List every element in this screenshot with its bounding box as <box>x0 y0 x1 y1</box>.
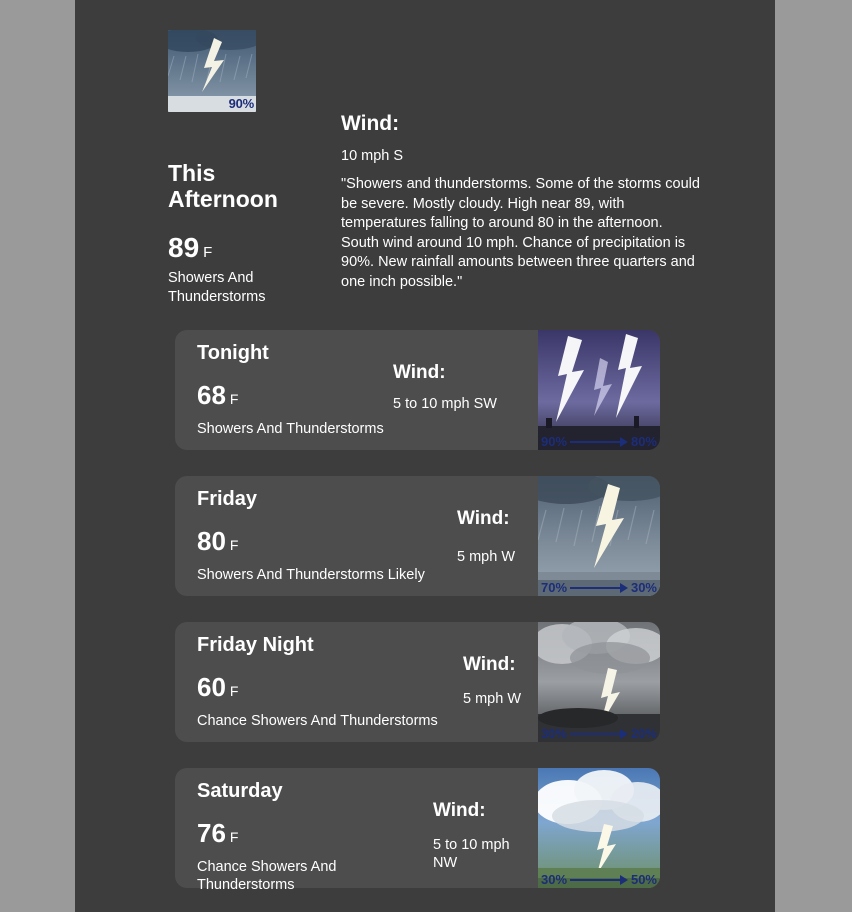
precip-range <box>538 580 660 595</box>
wind-value: 5 to 10 mph NW <box>433 837 510 871</box>
period-name: Tonight <box>197 342 269 364</box>
precip-end: 20% <box>630 726 657 741</box>
precip-range <box>538 872 660 887</box>
current-wind-label: Wind: <box>341 112 400 135</box>
period-temperature <box>197 818 238 849</box>
forecast-card[interactable] <box>175 476 660 596</box>
temperature-unit: F <box>229 537 239 553</box>
temperature-unit: F <box>229 683 239 699</box>
precip-start: 30% <box>541 726 568 741</box>
period-name: Friday <box>197 488 258 510</box>
precip-end: 80% <box>630 434 657 449</box>
forecast-card-list <box>75 330 775 912</box>
short-forecast: Chance Showers And Thunderstorms <box>197 713 438 729</box>
wind-value: 5 mph W <box>457 549 516 565</box>
temperature-unit: F <box>229 391 239 407</box>
current-period-name: This Afternoon <box>168 160 278 212</box>
precip-start: 90% <box>541 434 568 449</box>
precip-start: 30% <box>541 872 568 887</box>
wind-label: Wind: <box>393 362 446 383</box>
wind-label: Wind: <box>463 654 516 675</box>
day-cumulus-lightning-icon <box>538 768 660 888</box>
precip-end: 30% <box>630 580 657 595</box>
temperature-value: 68 <box>197 380 226 410</box>
arrow-right-icon <box>570 875 628 885</box>
arrow-right-icon <box>570 437 628 447</box>
arrow-right-icon <box>570 729 628 739</box>
forecast-card[interactable] <box>175 622 660 742</box>
short-forecast: Showers And Thunderstorms <box>197 421 384 437</box>
precip-range <box>538 726 660 741</box>
period-temperature <box>197 380 238 411</box>
night-lightning-icon <box>538 330 660 450</box>
temperature-value: 76 <box>197 818 226 848</box>
wind-value: 5 to 10 mph SW <box>393 396 497 412</box>
period-temperature <box>197 672 238 703</box>
wind-label: Wind: <box>457 508 510 529</box>
period-name: Friday Night <box>197 634 314 656</box>
weather-app-panel <box>75 0 775 912</box>
current-wind-value: 10 mph S <box>341 148 404 164</box>
temperature-value: 80 <box>197 526 226 556</box>
night-storm-clouds-icon <box>538 622 660 742</box>
temperature-value: 60 <box>197 672 226 702</box>
precip-percent: 90% <box>228 96 254 111</box>
current-detailed-forecast: "Showers and thunderstorms. Some of the storms could be severe. Mostly cloudy. High near 89, with temperatures falling to around 80 in the afternoon. South wind around 10 mph. Chance of precipitation is 90%. New rainfall amounts between three quarters and one inch possible." <box>341 176 700 290</box>
thunderstorm-rain-icon <box>168 30 256 112</box>
forecast-card[interactable] <box>175 330 660 450</box>
period-temperature <box>197 526 238 557</box>
precip-start: 70% <box>541 580 568 595</box>
short-forecast: Showers And Thunderstorms Likely <box>197 567 425 583</box>
period-name: Saturday <box>197 780 283 802</box>
current-temperature-value: 89 <box>168 232 200 263</box>
temperature-unit: F <box>229 829 239 845</box>
precip-end: 50% <box>630 872 657 887</box>
current-temperature <box>168 232 212 264</box>
current-temperature-unit: F <box>203 244 213 261</box>
precip-range <box>538 434 660 449</box>
current-short-forecast: Showers And Thunderstorms <box>168 270 266 305</box>
arrow-right-icon <box>570 583 628 593</box>
wind-label: Wind: <box>433 800 486 821</box>
day-lightning-rain-icon <box>538 476 660 596</box>
forecast-card[interactable] <box>175 768 660 893</box>
current-period-section <box>75 0 775 330</box>
wind-value: 5 mph W <box>463 691 522 707</box>
short-forecast: Chance Showers And Thunderstorms <box>197 859 337 893</box>
